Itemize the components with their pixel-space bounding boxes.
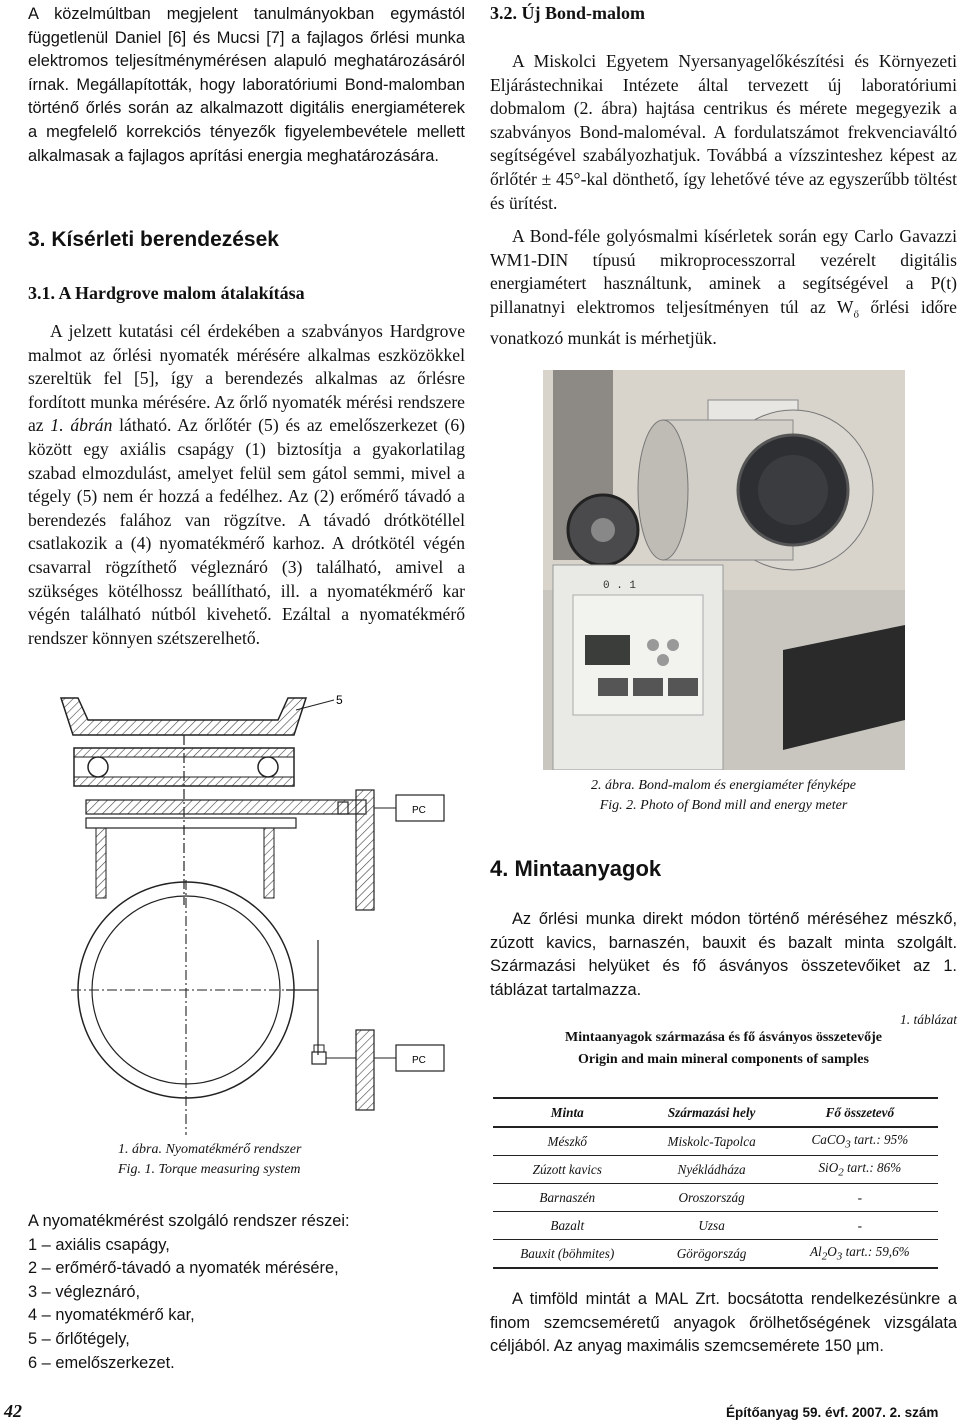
wall-top: [356, 790, 374, 910]
part-item: 2 – erőmérő-távadó a nyomaték mérésére,: [28, 1259, 339, 1278]
after-table-paragraph: A timföld mintát a MAL Zrt. bocsátotta rendelkezésünkre a finom szemcseméretű anyagok őrölhetőségének vizsgálata céljából. Az anyag maximális szemcsemérete 150 µm.: [490, 1290, 957, 1356]
section-4-paragraph: Az őrlési munka direkt módon történő méréséhez mészkő, zúzott kavics, barnaszén, bauxit és bazalt minta szolgált. Származási helyüket és fő ásványos összetevőiket az 1. táblázat tartalmazza.: [490, 910, 957, 999]
formula-part: tart.: 95%: [850, 1132, 909, 1148]
p32-text-b: őrlési időre vonatkozó munkát is mérhetjük.: [490, 296, 957, 348]
cell-osszetevo: [782, 1127, 938, 1156]
cell-minta: Zúzott kavics: [493, 1156, 642, 1184]
table-row: [493, 1212, 938, 1240]
section-3-heading: 3. Kísérleti berendezések: [28, 228, 279, 251]
figure-ref: 1. ábrán: [50, 415, 113, 436]
formula-sub: 3: [845, 1138, 851, 1151]
cell-minta: Bauxit (böhmites): [493, 1240, 642, 1269]
bond-mill-photo: [543, 370, 905, 770]
fig1-caption-hu: 1. ábra. Nyomatékmérő rendszer: [118, 1142, 302, 1157]
samples-table: [493, 1097, 938, 1269]
fig1-caption-en: Fig. 1. Torque measuring system: [118, 1162, 301, 1177]
cell-osszetevo: [782, 1240, 938, 1269]
part-item: 1 – axiális csapágy,: [28, 1235, 170, 1254]
cell-osszetevo: -: [782, 1184, 938, 1212]
table-header-row: [493, 1098, 938, 1127]
page-number: 42: [4, 1401, 22, 1421]
cell-hely: Nyékládháza: [642, 1156, 782, 1184]
part-item: 3 – végleznáró,: [28, 1282, 141, 1301]
p31-text-a: A jelzett kutatási cél érdekében a szabványos Hardgrove malmot az őrlési nyomaték mérésére alkalmas eszközökkel szereltük fel [5], így a berendezés alkalmas az őrlésre fordított munka mérésére. Az őrlő nyomaték mérési rendszere az: [28, 321, 465, 436]
formula-part: tart.: 86%: [843, 1160, 902, 1176]
subsection-3-2-paragraph-2: [490, 225, 957, 350]
pc-label-bottom: PC: [412, 1055, 426, 1066]
p32-text-a: A Bond-féle golyósmalmi kísérletek során egy Carlo Gavazzi WM1-DIN típusú mikroprocesszorral vezérelt digitális energiamétert használtunk, aminek a segítségével a P(t) pillanatnyi elektromos teljesítményen túl az W: [490, 226, 957, 317]
wall-bottom: [356, 1030, 374, 1110]
table-title-hu: Mintaanyagok származása és fő ásványos összetevője: [565, 1030, 882, 1045]
cell-osszetevo: [782, 1156, 938, 1184]
fig2-caption-hu: 2. ábra. Bond-malom és energiaméter fényképe: [590, 778, 856, 793]
subsection-3-1-paragraph: [28, 320, 465, 650]
table-title-en: Origin and main mineral components of samples: [578, 1052, 869, 1067]
part-item: 6 – emelőszerkezet.: [28, 1353, 175, 1372]
meter-display-text: 0 . 1: [603, 580, 637, 592]
pc-label-top: PC: [412, 805, 426, 816]
parts-intro: A nyomatékmérést szolgáló rendszer részei:: [28, 1212, 350, 1230]
formula-part: SiO: [818, 1160, 839, 1176]
p31-text-b: látható. Az őrlőtér (5) és az emelőszerkezet (6) között egy axiális csapágy (1) biztosítja a gyakorlatilag szabad elmozdulást, amelyet felül sem gátol semmi, mivel a tégely (5) nem ér hozzá a fedélhez. Az (2) erőmérő távadó a berendezés falához van rögzítve. A távadó drótkötéllel csatlakozik a (4) nyomatékmérő karhoz. A drótkötél végén csavarral rögzíthető végleznáró (3) található, amivel a szükséges kötélhossz beállítható, ill. a nyomatékmérő kar végén található nútból kivehető. Ezáltal a nyomatékmérő rendszer könnyen szétszerelhető.: [28, 415, 465, 648]
cell-osszetevo: -: [782, 1212, 938, 1240]
formula-part: tart.: 59,6%: [842, 1244, 910, 1260]
table-row: [493, 1127, 938, 1156]
formula-sub: 2: [838, 1166, 844, 1179]
bearing-ball-left: [88, 757, 108, 777]
subsection-3-1-heading: 3.1. A Hardgrove malom átalakítása: [28, 283, 305, 303]
subscript-o: ő: [853, 308, 859, 321]
torque-arm-side: [86, 800, 366, 814]
cell-hely: Miskolc-Tapolca: [642, 1127, 782, 1156]
table-label: 1. táblázat: [899, 1012, 957, 1027]
formula-part: CaCO: [811, 1132, 846, 1148]
formula-sub: 2: [821, 1250, 828, 1263]
table-row: [493, 1240, 938, 1269]
col-header-osszetevo: Fő összetevő: [782, 1098, 938, 1127]
journal-footer: Építőanyag 59. évf. 2007. 2. szám: [726, 1405, 939, 1420]
table-row: [493, 1156, 938, 1184]
label-5: 5: [336, 693, 343, 707]
cell-minta: Barnaszén: [493, 1184, 642, 1212]
part-item: 4 – nyomatékmérő kar,: [28, 1306, 195, 1325]
cell-hely: Uzsa: [642, 1212, 782, 1240]
col-header-minta: Minta: [493, 1098, 642, 1127]
table-row: [493, 1184, 938, 1212]
intro-paragraph: A közelmúltban megjelent tanulmányokban egymástól függetlenül Daniel [6] és Mucsi [7] a fajlagos őrlési munka elektromos teljesítménymérésen alapuló meghatározásáról írnak. Megállapították, hogy laboratóriumi Bond-malomban történő őrlés során az alkalmazott digitális energiaméterek a megfelelő korrekciós tényezők figyelembevétele mellett alkalmasak a fajlagos aprítási energia meghatározására.: [28, 5, 465, 165]
crucible-section: [61, 698, 306, 735]
formula-sub: 3: [836, 1250, 843, 1263]
cell-minta: Mészkő: [493, 1127, 642, 1156]
part-item: 5 – őrlőtégely,: [28, 1329, 130, 1348]
section-4-heading: 4. Mintaanyagok: [490, 856, 662, 881]
figure-2-caption: [490, 776, 957, 816]
formula-part: O: [827, 1244, 837, 1260]
col-header-hely: Származási hely: [642, 1098, 782, 1127]
torque-system-drawing: [56, 690, 486, 1140]
formula-part: Al: [810, 1244, 822, 1260]
parts-list: [28, 1210, 465, 1375]
cell-hely: Görögország: [642, 1240, 782, 1269]
bearing-ball-right: [258, 757, 278, 777]
cell-hely: Oroszország: [642, 1184, 782, 1212]
fig2-caption-en: Fig. 2. Photo of Bond mill and energy meter: [599, 798, 848, 813]
subsection-3-2-paragraph-1: A Miskolci Egyetem Nyersanyagelőkészítési és Környezeti Eljárástechnikai Intézete által tervezett új laboratóriumi dobmalom (2. ábra) hajtása centrikus és mérete megegyezik a szabványos Bond-maloméval. A fordulatszámot frekvenciaváltó segítségével szabályozhatjuk. Továbbá a vízszinteshez képest az őrlőtér ± 45°-kal dönthető, így lehetővé téve az egyszerűbb töltést és ürítést.: [490, 51, 957, 213]
figure-1-caption: [118, 1140, 378, 1180]
subsection-3-2-heading: 3.2. Új Bond-malom: [490, 3, 646, 23]
cell-minta: Bazalt: [493, 1212, 642, 1240]
